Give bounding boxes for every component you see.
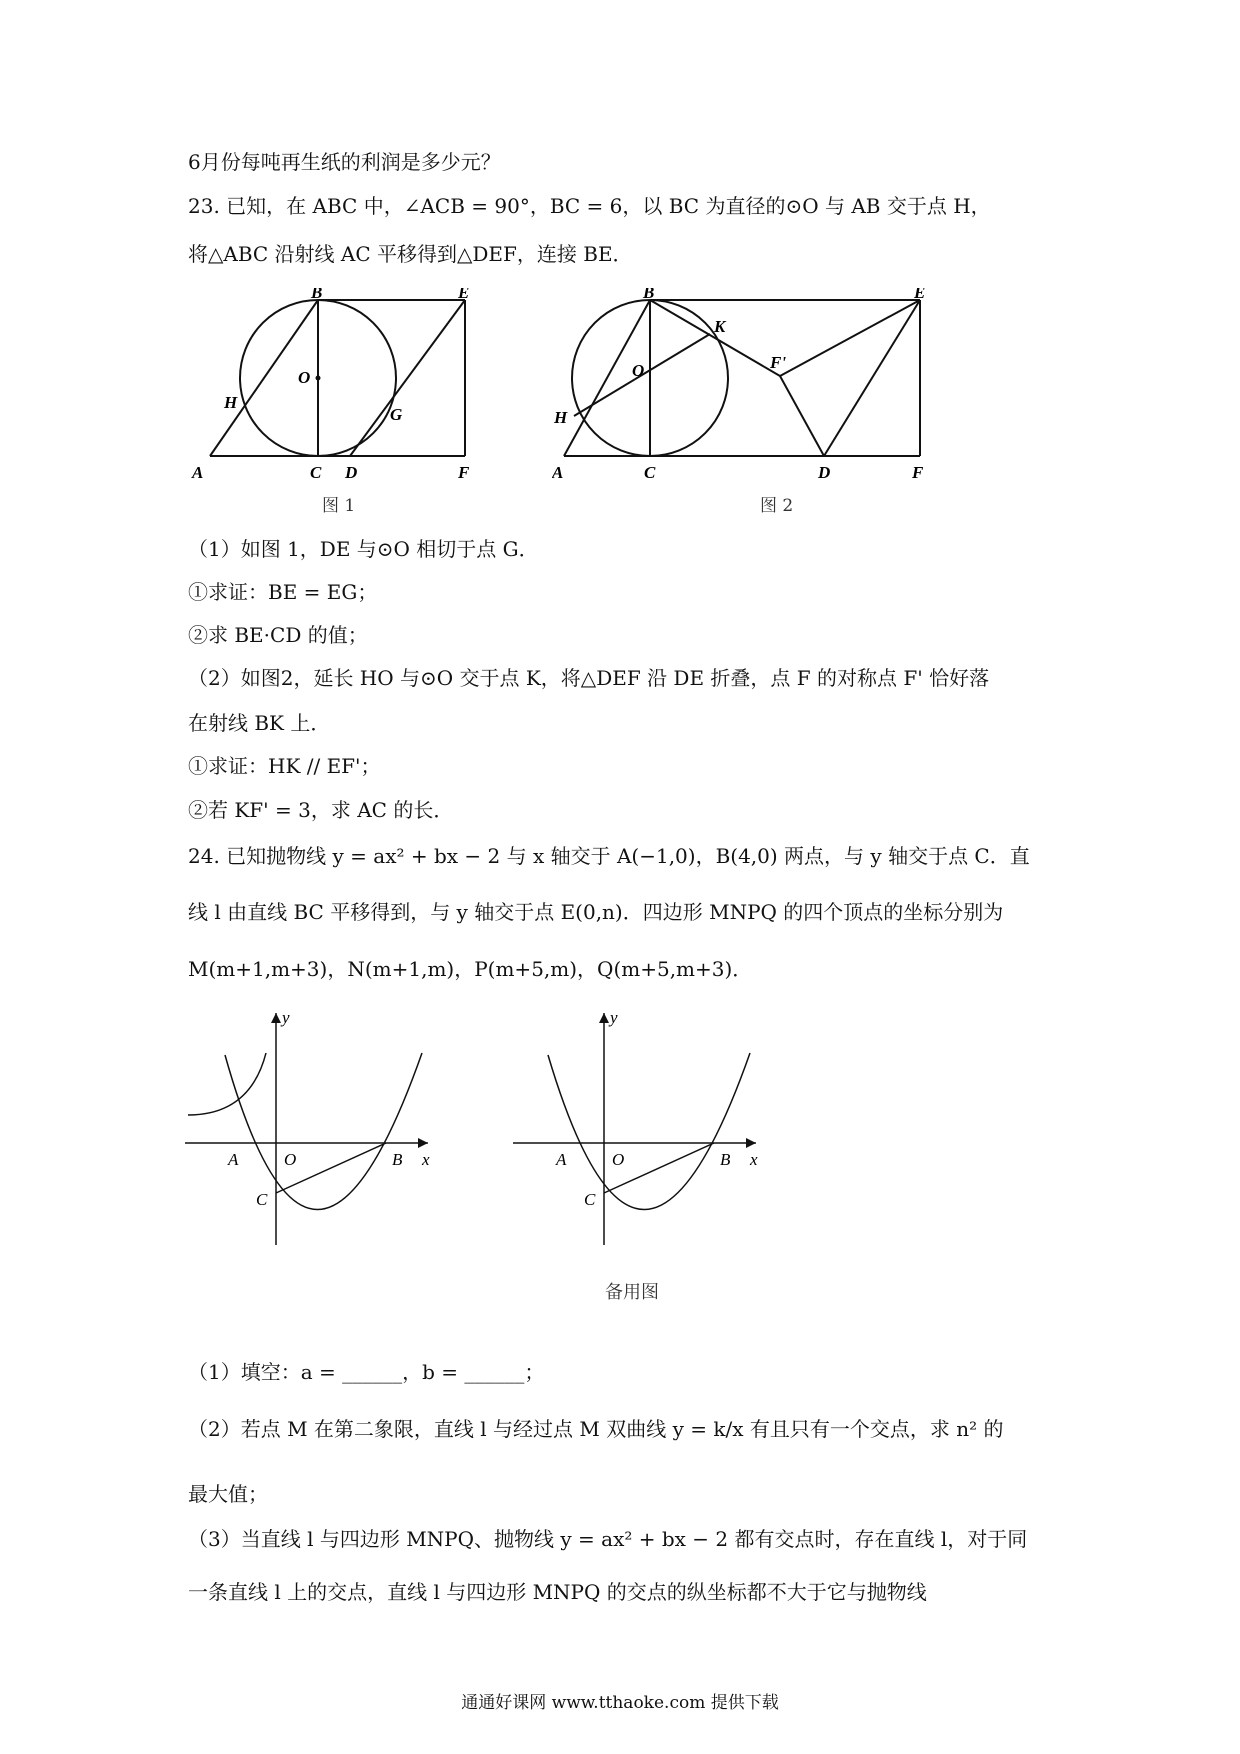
label-O: O (612, 1150, 625, 1169)
problem-24-stem: 24. 已知抛物线 y = ax² + bx − 2 与 x 轴交于 A(−1,0)，B(4,0) 两点，与 y 轴交于点 C．直 (188, 844, 1030, 868)
label-H: H (224, 393, 238, 412)
label-D: D (345, 463, 358, 482)
q23-part1-1: ①求证：BE = EG； (188, 580, 378, 604)
q24-part3: （3）当直线 l 与四边形 MNPQ、抛物线 y = ax² + bx − 2 都有交点时，存在直线 l，对于同 (188, 1527, 1028, 1551)
label-F-prime: F' (770, 353, 787, 372)
label-E: E (458, 288, 470, 302)
label-D: D (818, 463, 831, 482)
figure-3 (180, 1005, 440, 1250)
label-y: y (282, 1008, 290, 1027)
q24-part2-cont: 最大值； (188, 1482, 268, 1506)
label-H: H (554, 408, 568, 427)
label-B: B (311, 288, 323, 302)
q23-part2-cont: 在射线 BK 上． (188, 711, 331, 735)
label-E: E (914, 288, 926, 302)
q24-part3-cont: 一条直线 l 上的交点，直线 l 与四边形 MNPQ 的交点的纵坐标都不大于它与抛物线 (188, 1580, 927, 1604)
label-B: B (720, 1150, 731, 1169)
figure-1-caption: 图 1 (322, 496, 356, 516)
label-x: x (422, 1150, 430, 1169)
label-B: B (392, 1150, 403, 1169)
label-x: x (750, 1150, 758, 1169)
label-C: C (310, 463, 322, 482)
label-O: O (298, 368, 311, 387)
label-C: C (644, 463, 656, 482)
label-F: F (458, 463, 470, 482)
q24-part2: （2）若点 M 在第二象限，直线 l 与经过点 M 双曲线 y = k/x 有且只有一个交点，求 n² 的 (188, 1417, 1004, 1441)
label-A: A (552, 463, 564, 482)
problem-24-coords: M(m+1,m+3)，N(m+1,m)，P(m+5,m)，Q(m+5,m+3)． (188, 957, 753, 981)
problem-23-stem: 23. 已知，在 ABC 中，∠ACB = 90°，BC = 6，以 BC 为直径的⊙O 与 AB 交于点 H， (188, 194, 991, 218)
figure-4 (508, 1005, 768, 1250)
label-G: G (390, 405, 403, 424)
figure-1 (190, 288, 480, 518)
q23-part1: （1）如图 1，DE 与⊙O 相切于点 G． (188, 537, 539, 561)
label-A: A (228, 1150, 239, 1169)
label-F: F (912, 463, 924, 482)
footer: 通通好课网 www.tthaoke.com 提供下载 (461, 1693, 779, 1713)
label-K: K (714, 317, 726, 336)
label-C: C (584, 1190, 596, 1209)
label-A: A (556, 1150, 567, 1169)
problem-24-stem-cont: 线 l 由直线 BC 平移得到，与 y 轴交于点 E(0,n)．四边形 MNPQ 的四个顶点的坐标分别为 (188, 900, 1004, 924)
backup-figure-caption: 备用图 (605, 1282, 659, 1303)
q23-part2: （2）如图2，延长 HO 与⊙O 交于点 K，将△DEF 沿 DE 折叠，点 F 的对称点 F' 恰好落 (188, 666, 990, 690)
label-y: y (610, 1008, 618, 1027)
figure-2-caption: 图 2 (760, 496, 794, 516)
text-line: 6月份每吨再生纸的利润是多少元？ (188, 150, 501, 174)
label-O: O (284, 1150, 297, 1169)
label-B: B (643, 288, 655, 302)
q23-part2-1: ①求证：HK // EF'； (188, 754, 381, 778)
q23-part1-2: ②求 BE·CD 的值； (188, 623, 368, 647)
label-O: O (632, 361, 645, 380)
q24-part1: （1）填空：a = ______，b = ______； (188, 1360, 545, 1384)
problem-23-stem-cont: 将△ABC 沿射线 AC 平移得到△DEF，连接 BE． (188, 242, 633, 266)
label-C: C (256, 1190, 268, 1209)
q23-part2-2: ②若 KF' = 3，求 AC 的长． (188, 798, 454, 822)
figure-2 (552, 288, 932, 518)
label-A: A (192, 463, 204, 482)
